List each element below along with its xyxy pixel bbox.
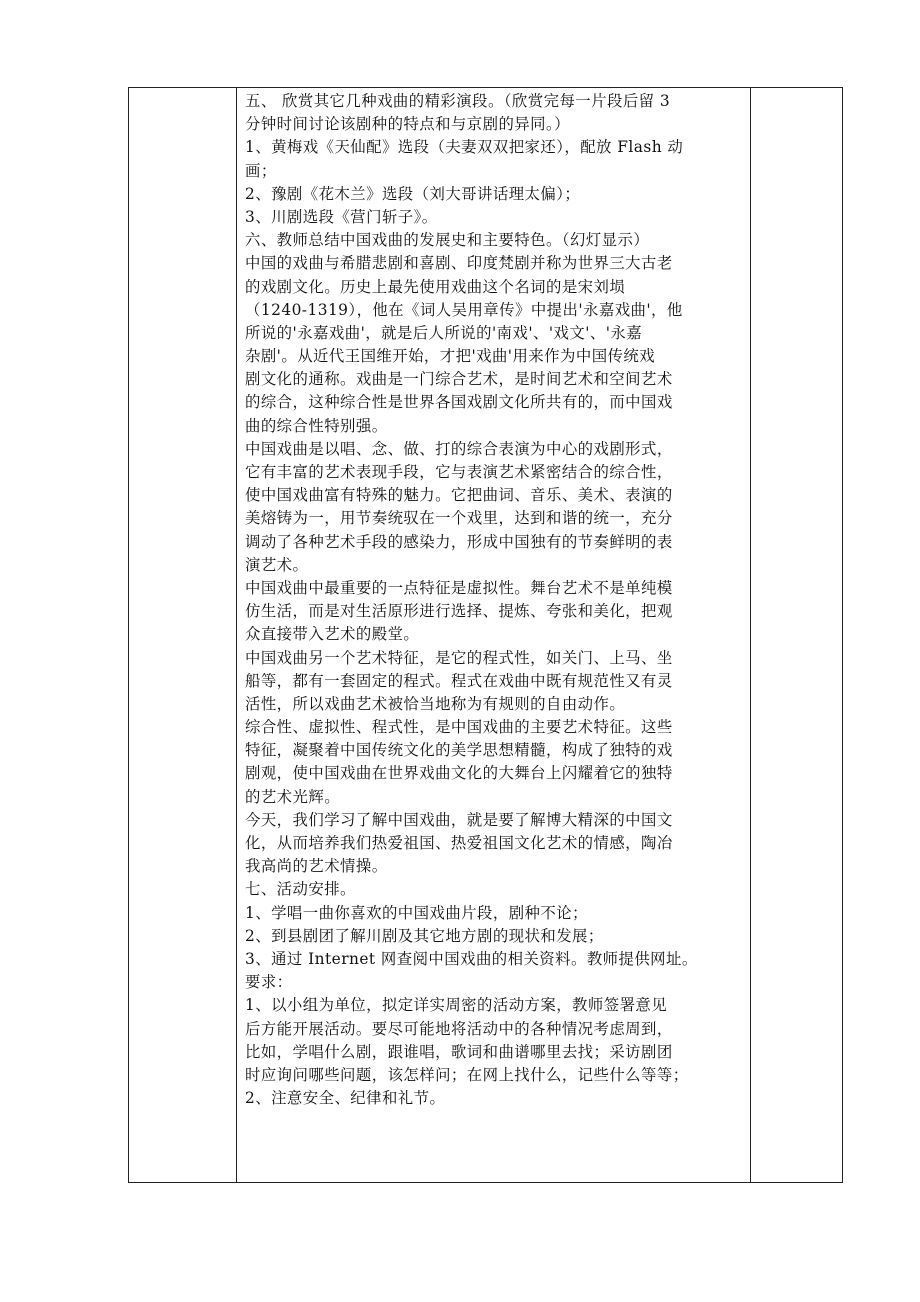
text-line: 时应询问哪些问题，该怎样问；在网上找什么，记些什么等等； xyxy=(245,1065,689,1084)
text-line: 2、豫剧《花木兰》选段（刘大哥讲话理太偏）； xyxy=(245,184,581,203)
text-line: 的综合，这种综合性是世界各国戏剧文化所共有的，而中国戏 xyxy=(245,393,673,412)
text-line: 2、注意安全、纪律和礼节。 xyxy=(245,1089,446,1108)
text-line: 六、教师总结中国戏曲的发展史和主要特色。（幻灯显示） xyxy=(245,231,650,250)
left-column-cell xyxy=(129,88,237,1182)
text-line: 综合性、虚拟性、程式性，是中国戏曲的主要艺术特征。这些 xyxy=(245,718,673,737)
text-line: 画； xyxy=(245,161,277,180)
text-line: 3、通过 Internet 网查阅中国戏曲的相关资料。教师提供网址。 xyxy=(245,949,698,968)
text-line: 活性，所以戏曲艺术被恰当地称为有规则的自由动作。 xyxy=(245,694,626,713)
text-line: 中国的戏曲与希腊悲剧和喜剧、印度梵剧并称为世界三大古老 xyxy=(245,254,673,273)
text-line: 演艺术。 xyxy=(245,555,309,574)
text-line: 五、 欣赏其它几种戏曲的精彩演段。（欣赏完每一片段后留 3 xyxy=(245,92,671,110)
text-line: 众直接带入艺术的殿堂。 xyxy=(245,625,420,644)
text-line: 使中国戏曲富有特殊的魅力。它把曲词、音乐、美术、表演的 xyxy=(245,486,673,505)
text-line: 它有丰富的艺术表现手段，它与表演艺术紧密结合的综合性， xyxy=(245,463,673,481)
text-line: 我高尚的艺术情操。 xyxy=(245,857,388,876)
text-line: 1、以小组为单位，拟定详实周密的活动方案，教师签署意见 xyxy=(245,996,668,1015)
text-line: 的艺术光辉。 xyxy=(245,787,341,806)
text-line: 的戏剧文化。历史上最先使用戏曲这个名词的是宋刘埙 xyxy=(245,277,626,296)
text-line: 所说的'永嘉戏曲'，就是后人所说的'南戏'、'戏文'、'永嘉 xyxy=(245,323,643,342)
text-line: 剧观，使中国戏曲在世界戏曲文化的大舞台上闪耀着它的独特 xyxy=(245,764,673,783)
text-line: 中国戏曲中最重要的一点特征是虚拟性。舞台艺术不是单纯模 xyxy=(245,578,673,597)
text-line: 3、川剧选段《营门斩子》。 xyxy=(245,207,438,226)
text-line: 仿生活，而是对生活原形进行选择、提炼、夸张和美化，把观 xyxy=(245,602,673,621)
text-line: 后方能开展活动。要尽可能地将活动中的各种情况考虑周到， xyxy=(245,1019,673,1038)
text-line: 特征，凝聚着中国传统文化的美学思想精髓，构成了独特的戏 xyxy=(245,741,673,760)
text-line: 比如，学唱什么剧，跟谁唱，歌词和曲谱哪里去找；采访剧团 xyxy=(245,1042,673,1061)
text-line: 中国戏曲另一个艺术特征，是它的程式性，如关门、上马、坐 xyxy=(245,648,673,667)
text-line: 曲的综合性特别强。 xyxy=(245,416,388,435)
text-line: （1240-1319），他在《词人吴用章传》中提出'永嘉戏曲'，他 xyxy=(245,300,683,319)
text-line: 今天，我们学习了解中国戏曲，就是要了解博大精深的中国文 xyxy=(245,810,673,829)
text-line: 杂剧'。从近代王国维开始，才把'戏曲'用来作为中国传统戏 xyxy=(245,347,656,366)
text-line: 中国戏曲是以唱、念、做、打的综合表演为中心的戏剧形式， xyxy=(245,439,673,458)
text-line: 分钟时间讨论该剧种的特点和与京剧的异同。） xyxy=(245,115,570,134)
text-line: 2、到县剧团了解川剧及其它地方剧的现状和发展； xyxy=(245,926,604,945)
text-line: 1、黄梅戏《天仙配》选段（夫妻双双把家还），配放 Flash 动 xyxy=(245,138,684,157)
text-line: 剧文化的通称。戏曲是一门综合艺术，是时间艺术和空间艺术 xyxy=(245,370,673,389)
text-line: 1、学唱一曲你喜欢的中国戏曲片段，剧种不论； xyxy=(245,903,588,922)
text-line: 调动了各种艺术手段的感染力，形成中国独有的节奏鲜明的表 xyxy=(245,532,673,551)
text-line: 化，从而培养我们热爱祖国、热爱祖国文化艺术的情感，陶冶 xyxy=(245,834,673,852)
text-line: 美熔铸为一，用节奏统驭在一个戏里，达到和谐的统一，充分 xyxy=(245,509,673,528)
lesson-plan-table xyxy=(128,87,843,1183)
text-line: 要求： xyxy=(245,973,293,992)
right-column-cell xyxy=(751,88,842,1182)
main-content-cell xyxy=(237,88,751,1182)
text-line: 七、活动安排。 xyxy=(245,880,356,899)
text-line: 船等，都有一套固定的程式。程式在戏曲中既有规范性又有灵 xyxy=(245,671,673,690)
